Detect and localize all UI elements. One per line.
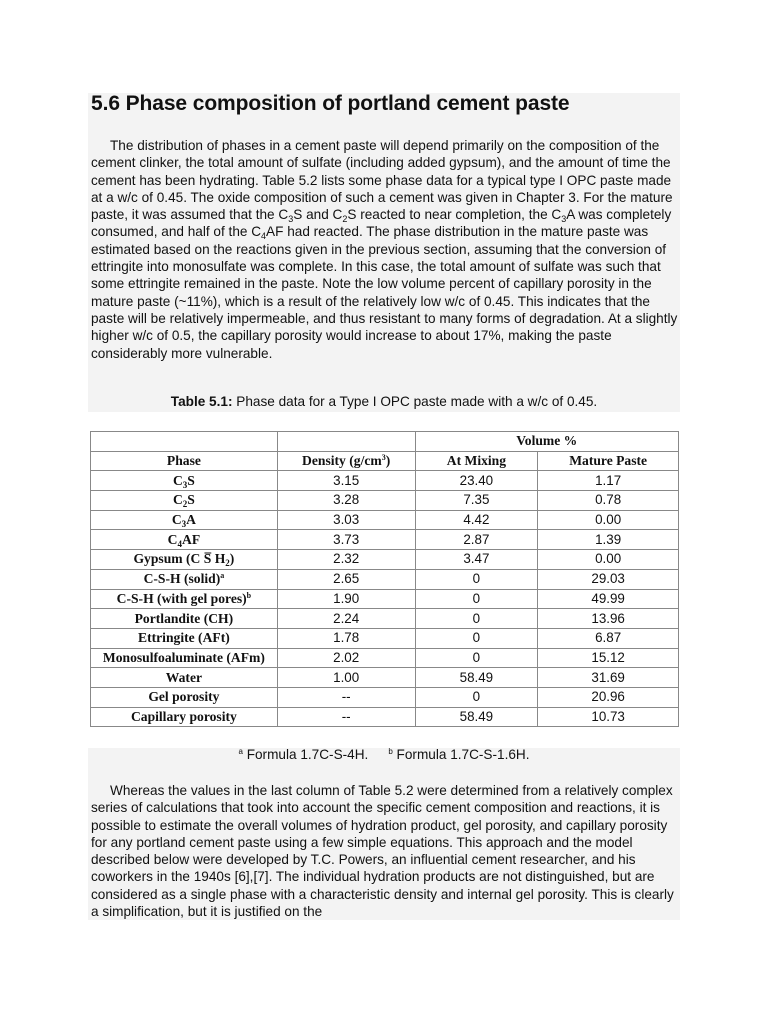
paragraph-text: AF had reacted. The phase distribution in the mature paste was estimated based on the reactions given in the previous section, assuming that the conversion of ettringite into monosulfate was complete. In this case, the total amount of sulfate was such that some ettringite remained in the paste. Note the low volume percent of capillary porosity in the mature paste (~11%), which is a result of the relatively low w/c of 0.45. This indicates that the paste will be relatively impermeable, and thus resistant to many forms of degradation. At a slightly higher w/c of 0.5, the capillary porosity would increase to about 17%, making the paste considerably more vulnerable. <box>91 224 678 361</box>
phase-name: Gel porosity <box>148 689 220 705</box>
phase-cell <box>91 530 278 550</box>
density-cell: 2.02 <box>277 648 415 668</box>
mature-paste-cell: 1.39 <box>538 530 679 550</box>
phase-name-suffix: S <box>187 492 195 508</box>
density-cell: 2.65 <box>277 569 415 589</box>
phase-name: C <box>172 492 183 508</box>
density-cell: 2.24 <box>277 609 415 629</box>
table-row <box>91 687 679 707</box>
paragraph-text: The distribution of phases in a cement paste will depend primarily on the composition of the cement clinker, the total amount of sulfate (including added gypsum), and the amount of time the cement has been hydrating. Table 5.2 lists some phase data for a typical type I OPC paste made at a w/c of 0.45. The oxide composition of such a cement was given in Chapter 3. For the mature paste, it was assumed that the C <box>91 138 673 223</box>
superscript: 3 <box>381 453 386 463</box>
phase-name-suffix: S <box>187 472 195 488</box>
subscript: 2 <box>225 558 230 569</box>
at-mixing-cell: 58.49 <box>415 707 538 727</box>
phase-name: Portlandite (CH) <box>134 610 234 626</box>
at-mixing-cell: 7.35 <box>415 491 538 511</box>
table-row <box>91 510 679 530</box>
caption-text: Phase data for a Type I OPC paste made with a w/c of 0.45. <box>232 394 598 409</box>
phase-cell <box>91 609 278 629</box>
footnote-b <box>388 747 529 762</box>
header-density-close: ) <box>385 453 391 469</box>
density-cell: 3.03 <box>277 510 415 530</box>
header-empty-cell <box>277 432 415 452</box>
phase-cell <box>91 491 278 511</box>
section-heading: 5.6 Phase composition of portland cement paste <box>91 92 570 115</box>
paragraph-text: S and C <box>293 207 343 223</box>
mature-paste-cell: 31.69 <box>538 668 679 688</box>
subscript: 3 <box>288 214 294 225</box>
header-mature-paste: Mature Paste <box>538 451 679 471</box>
mature-paste-cell: 13.96 <box>538 609 679 629</box>
table-header-row-1 <box>91 432 679 452</box>
phase-name-suffix: ) <box>229 551 235 567</box>
table-row <box>91 471 679 491</box>
paragraph-text: S reacted to near completion, the C <box>347 207 562 223</box>
phase-cell <box>91 707 278 727</box>
footnote-text: Formula 1.7C-S-1.6H. <box>392 747 530 762</box>
footnote-a <box>238 747 368 762</box>
phase-name-suffix: AF <box>182 531 201 547</box>
phase-name: Monosulfoaluminate (AFm) <box>102 649 265 665</box>
density-cell: -- <box>277 687 415 707</box>
caption-label: Table 5.1: <box>170 394 233 409</box>
mature-paste-cell: 10.73 <box>538 707 679 727</box>
phase-cell <box>91 569 278 589</box>
mature-paste-cell: 0.00 <box>538 550 679 570</box>
at-mixing-cell: 23.40 <box>415 471 538 491</box>
subscript: 3 <box>561 214 567 225</box>
phase-cell <box>91 510 278 530</box>
powers-model-paragraph: Whereas the values in the last column of Table 5.2 were determined from a relatively complex series of calculations that took into account the specific cement composition and reactions, it is possible to estimate the overall volumes of hydration product, gel porosity, and capillary porosity for any portland cement paste using a few simple equations. This approach and the model described below were developed by T.C. Powers, an influential cement researcher, and his coworkers in the 1940s [6],[7]. The individual hydration products are not distinguished, but are considered as a single phase with a characteristic density and internal gel porosity. This is clearly a simplification, but it is justified on the <box>91 783 674 920</box>
at-mixing-cell: 58.49 <box>415 668 538 688</box>
mature-paste-cell: 6.87 <box>538 628 679 648</box>
mature-paste-cell: 20.96 <box>538 687 679 707</box>
phase-cell <box>91 648 278 668</box>
density-cell: 1.90 <box>277 589 415 609</box>
header-density <box>277 451 415 471</box>
at-mixing-cell: 4.42 <box>415 510 538 530</box>
phase-name: C <box>172 472 183 488</box>
subscript: 3 <box>182 479 188 490</box>
subscript: 4 <box>261 231 267 242</box>
phase-name: Water <box>165 669 203 685</box>
table-row <box>91 668 679 688</box>
phase-cell <box>91 628 278 648</box>
density-cell: 2.32 <box>277 550 415 570</box>
density-cell: 1.78 <box>277 628 415 648</box>
header-density-text: Density (g/cm <box>302 453 382 469</box>
mature-paste-cell: 0.00 <box>538 510 679 530</box>
table-row <box>91 550 679 570</box>
volume-header: Volume % <box>415 432 678 452</box>
table-row <box>91 609 679 629</box>
at-mixing-cell: 0 <box>415 648 538 668</box>
footnote-marker: b <box>388 747 393 756</box>
at-mixing-cell: 0 <box>415 569 538 589</box>
mature-paste-cell: 15.12 <box>538 648 679 668</box>
phase-cell <box>91 687 278 707</box>
header-phase: Phase <box>91 451 278 471</box>
phase-name: C-S-H (solid) <box>143 571 221 587</box>
phase-name: C <box>167 531 178 547</box>
phase-data-table <box>90 431 679 727</box>
at-mixing-cell: 2.87 <box>415 530 538 550</box>
phase-name: Gypsum (C S̅ H <box>133 551 226 567</box>
at-mixing-cell: 3.47 <box>415 550 538 570</box>
table-footnotes <box>88 747 680 762</box>
paragraph-text: A was completely consumed, and half of the C <box>91 207 672 240</box>
table-caption <box>88 394 680 409</box>
subscript: 2 <box>342 214 348 225</box>
density-cell: 1.00 <box>277 668 415 688</box>
phase-cell <box>91 550 278 570</box>
subscript: 3 <box>181 519 187 530</box>
phase-name: C-S-H (with gel pores) <box>116 590 247 606</box>
mature-paste-cell: 29.03 <box>538 569 679 589</box>
mature-paste-cell: 0.78 <box>538 491 679 511</box>
phase-cell <box>91 471 278 491</box>
phase-cell <box>91 668 278 688</box>
intro-paragraph <box>91 137 678 362</box>
table-row <box>91 569 679 589</box>
density-cell: -- <box>277 707 415 727</box>
density-cell: 3.28 <box>277 491 415 511</box>
footnote-text: Formula 1.7C-S-4H. <box>242 747 369 762</box>
mature-paste-cell: 1.17 <box>538 471 679 491</box>
at-mixing-cell: 0 <box>415 589 538 609</box>
footnote-marker: a <box>238 747 243 756</box>
table-row <box>91 491 679 511</box>
table-row <box>91 589 679 609</box>
subscript: 2 <box>182 499 188 510</box>
phase-name: Ettringite (AFt) <box>138 630 230 646</box>
at-mixing-cell: 0 <box>415 628 538 648</box>
at-mixing-cell: 0 <box>415 687 538 707</box>
phase-name: Capillary porosity <box>130 708 237 724</box>
density-cell: 3.73 <box>277 530 415 550</box>
header-empty-cell <box>91 432 278 452</box>
table-row <box>91 530 679 550</box>
mature-paste-cell: 49.99 <box>538 589 679 609</box>
header-at-mixing: At Mixing <box>415 451 538 471</box>
at-mixing-cell: 0 <box>415 609 538 629</box>
table-header-row-2 <box>91 451 679 471</box>
table-row <box>91 628 679 648</box>
footnote-marker: a <box>220 571 225 581</box>
density-cell: 3.15 <box>277 471 415 491</box>
phase-name: C <box>171 512 182 528</box>
table-row <box>91 707 679 727</box>
subscript: 4 <box>177 538 182 549</box>
table-row <box>91 648 679 668</box>
phase-name-suffix: A <box>186 512 196 528</box>
phase-cell <box>91 589 278 609</box>
footnote-marker: b <box>246 590 252 600</box>
